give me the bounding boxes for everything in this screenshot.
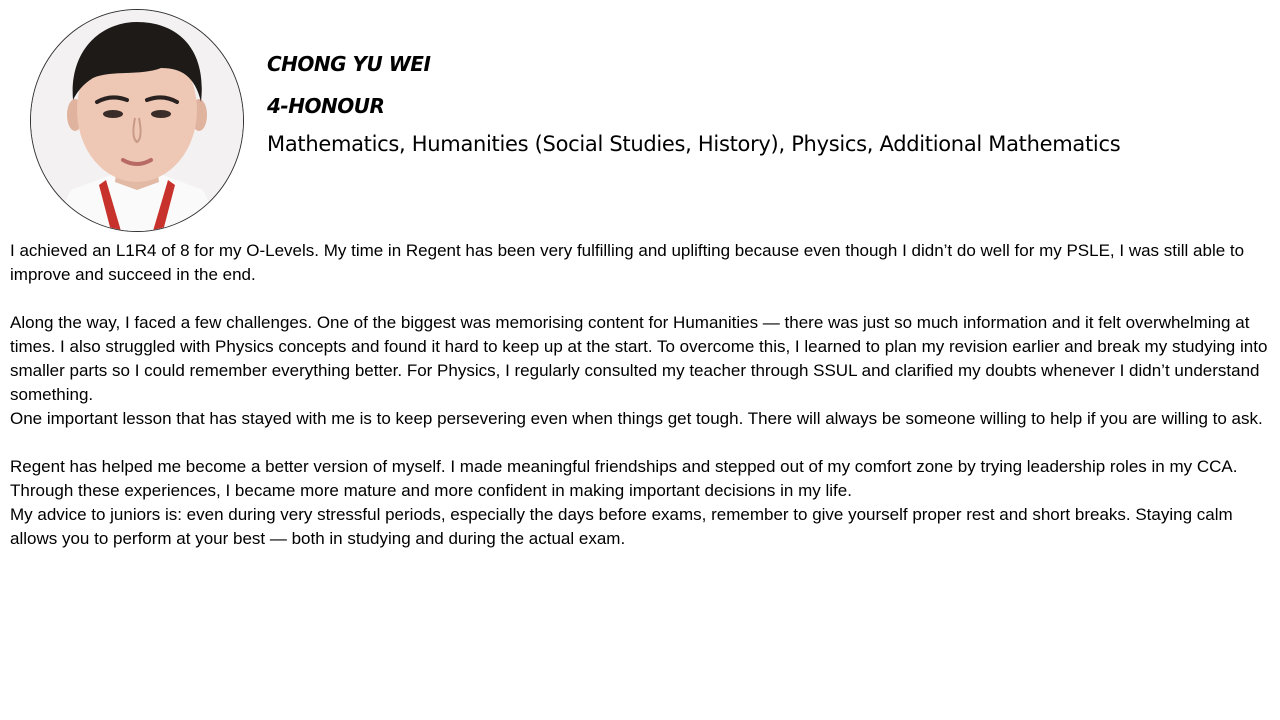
student-class: 4-HONOUR <box>267 94 385 118</box>
student-name: CHONG YU WEI <box>267 52 431 76</box>
testimonial-text <box>10 239 1272 551</box>
paragraph-results: I achieved an L1R4 of 8 for my O-Levels. My time in Regent has been very fulfilling and uplifting because even though I didn’t do well for my PSLE, I was still able to improve and succeed in the end. <box>10 241 1245 284</box>
paragraph-advice: My advice to juniors is: even during very stressful periods, especially the days before exams, remember to give yourself proper rest and short breaks. Staying calm allows you to perform at your best — both in studying and during the actual exam. <box>10 505 1233 548</box>
student-subjects: Mathematics, Humanities (Social Studies, History), Physics, Additional Mathematics <box>267 132 1121 156</box>
paragraph-challenges: Along the way, I faced a few challenges. One of the biggest was memorising content for Humanities — there was just so much information and it felt overwhelming at times. I also struggled with Physics concepts and found it hard to keep up at the start. To overcome this, I learned to plan my revision earlier and break my studying into smaller parts so I could remember everything better. For Physics, I regularly consulted my teacher through SSUL and clarified my doubts whenever I didn’t understand something. <box>10 313 1268 404</box>
paragraph-growth: Regent has helped me become a better version of myself. I made meaningful friendships and stepped out of my comfort zone by trying leadership roles in my CCA. Through these experiences, I became more mature and more confident in making important decisions in my life. <box>10 457 1238 500</box>
student-photo <box>30 9 244 232</box>
paragraph-lesson: One important lesson that has stayed with me is to keep persevering even when things get tough. There will always be someone willing to help if you are willing to ask. <box>10 409 1263 428</box>
